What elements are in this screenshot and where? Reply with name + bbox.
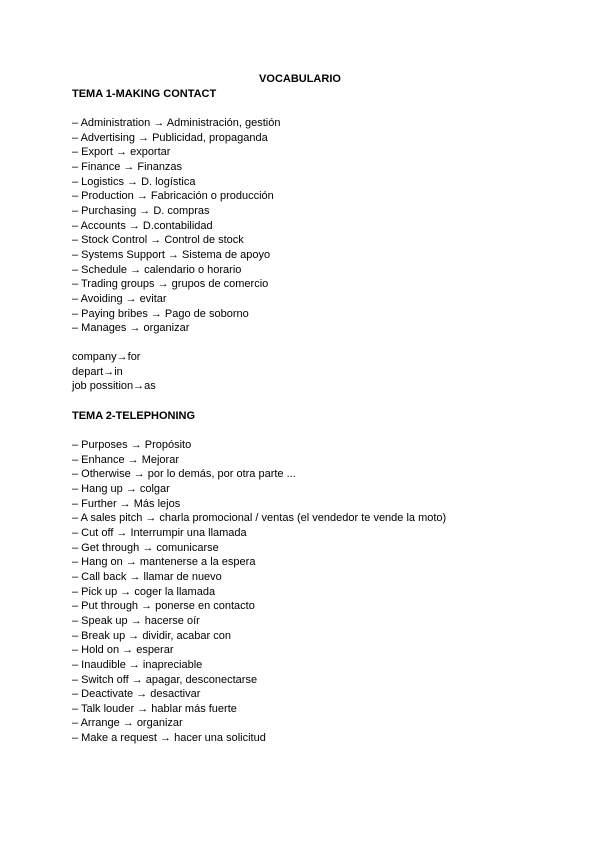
vocab-item: – Systems Support → Sistema de apoyo: [72, 248, 271, 261]
vocab-item: – Administration → Administración, gestión: [72, 117, 281, 129]
document-title: VOCABULARIO: [259, 73, 341, 85]
vocab-item: – Avoiding → evitar: [72, 292, 167, 305]
vocab-item: – Manages → organizar: [72, 322, 190, 335]
vocab-item: – Purchasing → D. compras: [72, 204, 210, 217]
vocab-item: – Arrange → organizar: [72, 717, 183, 730]
vocab-item: – Put through → ponerse en contacto: [72, 600, 255, 613]
vocab-item: – Advertising → Publicidad, propaganda: [72, 131, 268, 144]
vocab-item: – Cut off → Interrumpir una llamada: [72, 526, 247, 539]
vocab-item: – Break up → dividir, acabar con: [72, 629, 231, 642]
vocab-item: – Inaudible → inapreciable: [72, 658, 203, 671]
preposition-item: company→for: [72, 351, 141, 363]
vocab-item: – Stock Control → Control de stock: [72, 234, 244, 247]
vocab-item: – Schedule → calendario o horario: [72, 263, 242, 276]
vocab-item: – Hold on → esperar: [72, 644, 174, 657]
vocab-item: – Purposes → Propósito: [72, 439, 192, 451]
section-heading-tema-1: TEMA 1-MAKING CONTACT: [72, 88, 217, 100]
preposition-item: depart→in: [72, 365, 123, 378]
vocab-item: – Paying bribes → Pago de soborno: [72, 307, 249, 320]
vocab-item: – Deactivate → desactivar: [72, 688, 201, 701]
preposition-item: job possition→as: [72, 380, 156, 393]
section-heading-tema-2: TEMA 2-TELEPHONING: [72, 410, 196, 422]
vocab-item: – A sales pitch → charla promocional / ventas (el vendedor te vende la moto): [72, 512, 447, 525]
vocab-item: – Otherwise → por lo demás, por otra parte ...: [72, 468, 296, 481]
vocab-item: – Get through → comunicarse: [72, 541, 219, 554]
vocab-item: – Export → exportar: [72, 146, 171, 159]
vocab-item: – Hang up → colgar: [72, 482, 170, 495]
vocab-item: – Further → Más lejos: [72, 497, 181, 510]
vocab-item: – Make a request → hacer una solicitud: [72, 732, 266, 745]
vocabulary-list-tema-1: [72, 116, 542, 336]
vocab-item: – Call back → llamar de nuevo: [72, 570, 222, 583]
vocab-item: – Speak up → hacerse oír: [72, 614, 200, 627]
vocab-item: – Accounts → D.contabilidad: [72, 219, 213, 232]
vocab-item: – Logistics → D. logística: [72, 175, 196, 188]
preposition-list: [72, 350, 542, 394]
vocab-item: – Finance → Finanzas: [72, 160, 183, 173]
vocab-item: – Trading groups → grupos de comercio: [72, 278, 269, 291]
vocab-item: – Production → Fabricación o producción: [72, 190, 274, 203]
vocab-item: – Switch off → apagar, desconectarse: [72, 673, 258, 686]
vocab-item: – Enhance → Mejorar: [72, 453, 179, 466]
vocab-item: – Talk louder → hablar más fuerte: [72, 702, 237, 715]
vocab-item: – Pick up → coger la llamada: [72, 585, 216, 598]
vocabulary-list-tema-2: [72, 438, 542, 746]
vocab-item: – Hang on → mantenerse a la espera: [72, 556, 256, 569]
